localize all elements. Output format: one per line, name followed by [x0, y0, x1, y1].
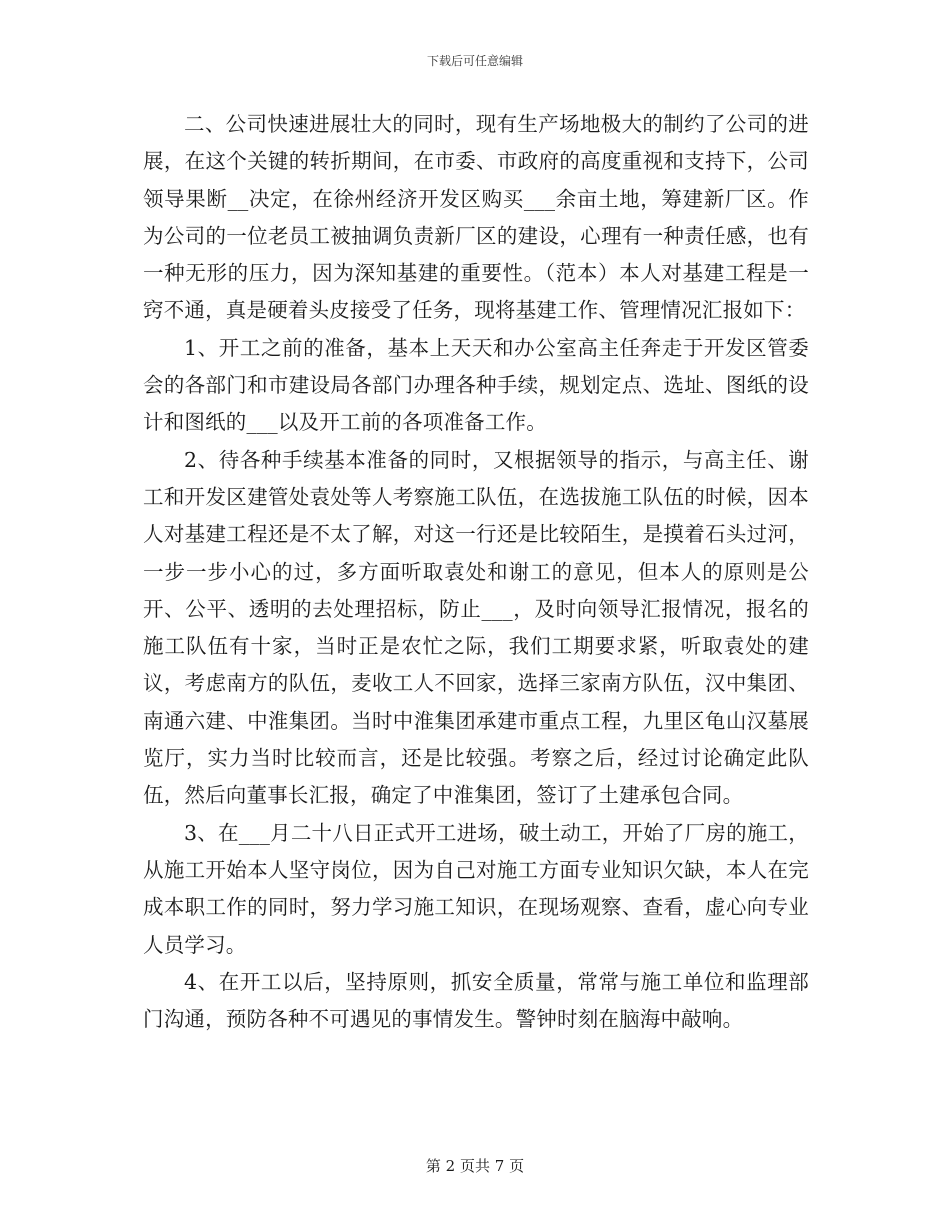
paragraph-item-4: 4、在开工以后，坚持原则，抓安全质量，常常与施工单位和监理部门沟通，预防各种不可遇见的事情发生。警钟时刻在脑海中敲响。 — [143, 969, 809, 1032]
paragraph-item-3: 3、在___月二十八日正式开工进场，破土动工，开始了厂房的施工，从施工开始本人坚守岗位，因为自己对施工方面专业知识欠缺，本人在完成本职工作的同时，努力学习施工知识，在现场观察、查看，虚心向专业人员学习。 — [143, 820, 809, 957]
paragraph-item-1: 1、开工之前的准备，基本上天天和办公室高主任奔走于开发区管委会的各部门和市建设局各部门办理各种手续，规划定点、选址、图纸的设计和图纸的___以及开工前的各项准备工作。 — [143, 335, 809, 435]
page-header: 下载后可任意编辑 — [426, 54, 523, 68]
paragraph-item-2: 2、待各种手续基本准备的同时，又根据领导的指示，与高主任、谢工和开发区建管处袁处等人考察施工队伍，在选拔施工队伍的时候，因本人对基建工程还是不太了解，对这一行还是比较陌生，是摸着石头过河，一步一步小心的过，多方面听取袁处和谢工的意见，但本人的原则是公开、公平、透明的去处理招标，防止___，及时向领导汇报情况，报名的施工队伍有十家，当时正是农忙之际，我们工期要求紧，听取袁处的建议，考虑南方的队伍，麦收工人不回家，选择三家南方队伍，汉中集团、南通六建、中淮集团。当时中淮集团承建市重点工程，九里区龟山汉墓展览厅，实力当时比较而言，还是比较强。考察之后，经过讨论确定此队伍，然后向董事长汇报，确定了中淮集团，签订了土建承包合同。 — [143, 447, 809, 808]
paragraph-intro: 二、公司快速进展壮大的同时，现有生产场地极大的制约了公司的进展，在这个关键的转折期间，在市委、市政府的高度重视和支持下，公司领导果断__决定，在徐州经济开发区购买___余亩土地，筹建新厂区。作为公司的一位老员工被抽调负责新厂区的建设，心理有一种责任感，也有一种无形的压力，因为深知基建的重要性。（范本）本人对基建工程是一窍不通，真是硬着头皮接受了任务，现将基建工作、管理情况汇报如下： — [143, 112, 809, 323]
document-body — [143, 106, 809, 1038]
page-number-footer: 第 2 页共 7 页 — [425, 1157, 525, 1175]
